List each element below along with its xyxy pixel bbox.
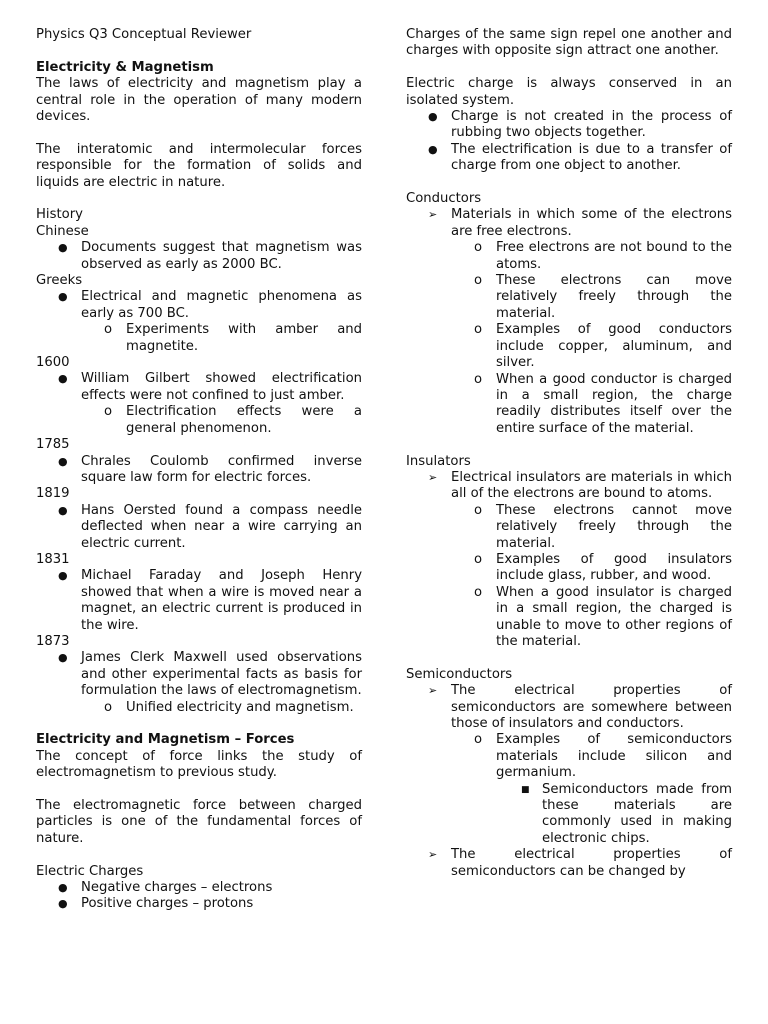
list-item: ■ Semiconductors made from these materials are commonly used in making electronic chips. xyxy=(521,781,732,846)
heading-electricity-magnetism: Electricity & Magnetism xyxy=(36,59,214,75)
subsection-label-chinese: Chinese xyxy=(36,223,89,239)
spacer xyxy=(406,650,732,666)
circle-bullet-icon: o xyxy=(104,699,113,715)
paragraph: Electric charge is always conserved in an isolated system. xyxy=(406,76,732,108)
bullet-icon: ● xyxy=(58,897,68,911)
bullet-icon: ● xyxy=(58,503,68,517)
circle-bullet-icon: o xyxy=(474,584,483,600)
circle-bullet-icon: o xyxy=(104,322,113,338)
list-item: ● Documents suggest that magnetism was observed as early as 2000 BC. xyxy=(58,240,362,272)
year-label: 1600 xyxy=(36,355,70,371)
paragraph: The concept of force links the study of electromagnetism to previous study. xyxy=(36,748,362,781)
section-label-electric-charges: Electric Charges xyxy=(36,863,144,879)
list-item: ● The electrification is due to a transfer of charge from one object to another. xyxy=(428,141,732,174)
circle-bullet-icon: o xyxy=(474,732,483,748)
list-item: ● Michael Faraday and Joseph Henry showed that when a wire is moved near a magnet, an electric current is produced in the wire. xyxy=(58,568,362,633)
bullet-list xyxy=(36,568,362,634)
subsection-label-greeks: Greeks xyxy=(36,273,83,289)
bullet-list xyxy=(36,650,362,716)
heading-forces: Electricity and Magnetism – Forces xyxy=(36,732,295,748)
square-bullet-icon: ■ xyxy=(521,784,530,795)
list-item: o Examples of semiconductors materials include silicon and germanium. xyxy=(474,732,732,781)
bullet-icon: ● xyxy=(58,881,68,895)
bullet-icon: ● xyxy=(58,241,68,255)
section-label-history: History xyxy=(36,207,83,223)
spacer xyxy=(406,175,732,191)
section-label-insulators: Insulators xyxy=(406,453,471,469)
bullet-icon: ● xyxy=(58,651,68,665)
circle-bullet-icon: o xyxy=(474,273,483,289)
bullet-list xyxy=(36,454,362,487)
list-item: ➢ The electrical properties of semiconductors can be changed by xyxy=(428,847,732,879)
list-item: ● Chrales Coulomb confirmed inverse square law form for electric forces. xyxy=(58,453,362,485)
bullet-list xyxy=(36,503,362,552)
list-item: ● Hans Oersted found a compass needle deflected when near a wire carrying an electric current. xyxy=(58,502,362,551)
list-item: o These electrons cannot move relatively freely through the material. xyxy=(474,502,732,551)
year-label: 1819 xyxy=(36,486,70,502)
spacer xyxy=(36,191,362,207)
list-item: o Free electrons are not bound to the atoms. xyxy=(474,240,732,272)
section-label-semiconductors: Semiconductors xyxy=(406,666,513,682)
list-item: ● James Clerk Maxwell used observations and other experimental facts as basis for formulation the laws of electromagnetism. xyxy=(58,650,362,699)
bullet-list xyxy=(36,240,362,273)
list-item: o Experiments with amber and magnetite. xyxy=(104,322,362,354)
paragraph: Charges of the same sign repel one another and charges with opposite sign attract one another. xyxy=(406,27,732,59)
spacer xyxy=(36,43,362,59)
bullet-icon: ● xyxy=(58,290,68,304)
spacer xyxy=(406,60,732,76)
circle-bullet-icon: o xyxy=(474,322,483,338)
bullet-list xyxy=(406,207,732,437)
spacer xyxy=(406,437,732,453)
circle-bullet-icon: o xyxy=(104,404,113,420)
section-label-conductors: Conductors xyxy=(406,191,482,207)
list-item: o Examples of good conductors include copper, aluminum, and silver. xyxy=(474,322,732,371)
circle-bullet-icon: o xyxy=(474,551,483,567)
list-item: o When a good conductor is charged in a small region, the charge readily distributes itself over the entire surface of the material. xyxy=(474,371,732,436)
bullet-icon: ● xyxy=(428,142,438,156)
spacer xyxy=(36,716,362,732)
list-item: ● Electrical and magnetic phenomena as early as 700 BC. xyxy=(58,289,362,321)
circle-bullet-icon: o xyxy=(474,502,483,518)
bullet-list xyxy=(406,109,732,175)
spacer xyxy=(36,782,362,798)
list-item: ➢ Materials in which some of the electrons are free electrons. xyxy=(428,207,732,239)
list-item: ➢ Electrical insulators are materials in which all of the electrons are bound to atoms. xyxy=(428,469,732,502)
list-item: o Examples of good insulators include glass, rubber, and wood. xyxy=(474,551,732,584)
paragraph: The electromagnetic force between charged particles is one of the fundamental forces of nature. xyxy=(36,798,362,846)
circle-bullet-icon: o xyxy=(474,240,483,256)
bullet-list xyxy=(406,470,732,650)
bullet-list xyxy=(406,683,732,880)
list-item: o When a good insulator is charged in a small region, the charged is unable to move to other regions of the material. xyxy=(474,584,732,649)
arrow-bullet-icon: ➢ xyxy=(428,684,438,698)
bullet-list xyxy=(36,880,362,913)
list-item: o These electrons can move relatively freely through the material. xyxy=(474,273,732,321)
bullet-icon: ● xyxy=(58,569,68,583)
arrow-bullet-icon: ➢ xyxy=(428,848,438,862)
year-label: 1873 xyxy=(36,633,70,649)
list-item: ➢ The electrical properties of semiconductors are somewhere between those of insulators and conductors. xyxy=(428,683,732,731)
paragraph: The interatomic and intermolecular forces responsible for the formation of solids and liquids are electric in nature. xyxy=(36,141,362,190)
list-item: ● Positive charges – protons xyxy=(58,896,254,912)
list-item: o Unified electricity and magnetism. xyxy=(104,699,354,715)
list-item: o Electrification effects were a general phenomenon. xyxy=(104,404,362,436)
bullet-icon: ● xyxy=(58,454,68,468)
paragraph: The laws of electricity and magnetism play a central role in the operation of many modern devices. xyxy=(36,76,362,125)
spacer xyxy=(36,847,362,863)
bullet-list xyxy=(36,289,362,355)
year-label: 1831 xyxy=(36,551,70,567)
circle-bullet-icon: o xyxy=(474,371,483,387)
document-title: Physics Q3 Conceptual Reviewer xyxy=(36,27,252,42)
bullet-icon: ● xyxy=(58,372,68,386)
list-item: ● William Gilbert showed electrification effects were not confined to just amber. xyxy=(58,371,362,403)
bullet-icon: ● xyxy=(428,110,438,124)
list-item: ● Charge is not created in the process of rubbing two objects together. xyxy=(428,109,732,141)
spacer xyxy=(36,125,362,141)
left-column xyxy=(36,27,362,913)
right-column xyxy=(406,27,732,880)
year-label: 1785 xyxy=(36,437,70,453)
arrow-bullet-icon: ➢ xyxy=(428,470,438,484)
list-item: ● Negative charges – electrons xyxy=(58,880,273,896)
bullet-list xyxy=(36,371,362,437)
arrow-bullet-icon: ➢ xyxy=(428,208,438,222)
